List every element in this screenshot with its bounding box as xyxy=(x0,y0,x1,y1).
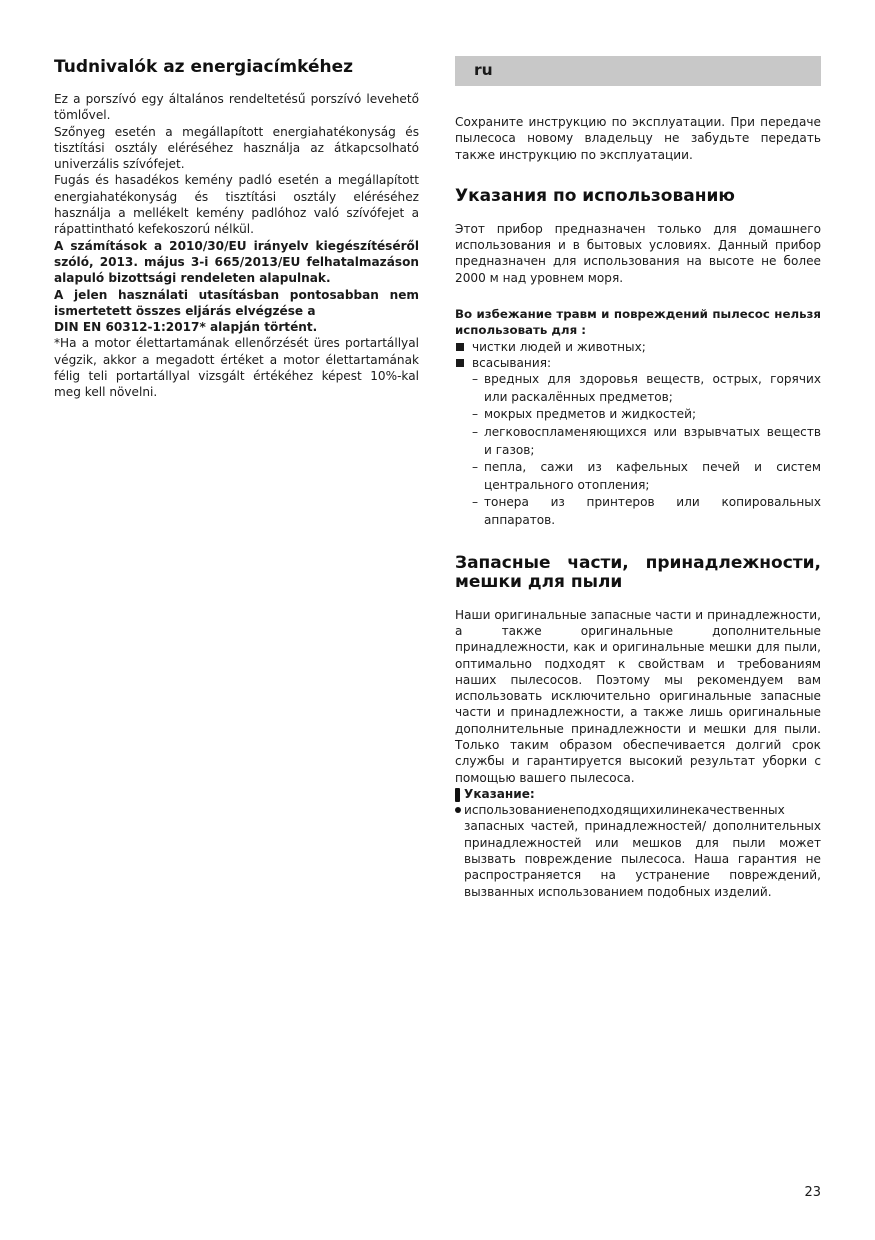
hu-regulation-note: A számítások a 2010/30/EU irányelv kiegészítéséről szóló, 2013. május 3-i 665/2013/EU felhatalmazáson alapuló bizottsági rendeleten alapulnak. xyxy=(54,238,419,286)
note-text: использованиенеподходящихилинекачественных запасных частей, принадлежностей/ дополнительных принадлежностей или мешков для пыли может вызвать повреждение пылесоса. Наша гарантия не распространяется на устранение повреждений, вызванных использованием подобных изделий. xyxy=(464,803,821,899)
suction-sublist xyxy=(455,371,821,529)
hu-paragraph-1: Ez a porszívó egy általános rendeltetésű porszívó levehető tömlővel. xyxy=(54,92,419,123)
energy-label-heading: Tudnivalók az energiacímkéhez xyxy=(54,57,354,77)
language-bar xyxy=(455,56,821,86)
note-block xyxy=(455,786,821,900)
usage-text: Этот прибор предназначен только для домашнего использования и в бытовых условиях. Данный прибор предназначен для использования на высоте не более 2000 м над уровнем моря. xyxy=(455,221,821,285)
note-body xyxy=(455,802,821,900)
spare-parts-text: Наши оригинальные запасные части и принадлежности, а также оригинальные дополнительные принадлежности, как и оригинальные мешки для пыли, оптимально подходят к свойствам и требованиям наших пылесосов. Поэтому мы рекомендуем вам использовать исключительно оригинальные запасные части и принадлежности, а также лишь оригинальные дополнительные принадлежности и мешки для пыли. Только таким образом обеспечивается долгий срок службы и гарантируется высокий результат уборки с помощью вашего пылесоса. xyxy=(455,607,821,785)
list-item: – вредных для здоровья веществ, острых, горячих или раскалённых предметов; xyxy=(455,371,821,406)
hu-paragraph-2: Szőnyeg esetén a megállapított energiahatékonyság és tisztítási osztály eléréséhez használja az átkapcsolható univerzális szívófejet. xyxy=(54,124,419,172)
hu-footnote: *Ha a motor élettartamának ellenőrzését üres portartállyal végzik, akkor a megadott értéket a motor élettartamának félig teli portartállyal vizsgált értékéhez képest 10%-kal meg kell növelni. xyxy=(54,336,419,400)
page-number: 23 xyxy=(804,1185,821,1200)
usage-bullet-list xyxy=(455,339,821,372)
list-item: – легковоспламеняющихся или взрывчатых веществ и газов; xyxy=(455,424,821,459)
list-item: – тонера из принтеров или копировальных аппаратов. xyxy=(455,494,821,529)
exclamation-icon xyxy=(455,788,460,802)
note-heading xyxy=(455,786,821,802)
usage-warning: Во избежание травм и повреждений пылесос нельзя использовать для : xyxy=(455,307,821,338)
list-item: – пепла, сажи из кафельных печей и систем центрального отопления; xyxy=(455,459,821,494)
hu-paragraph-3: Fugás és hasadékos kemény padló esetén a megállapított energiahatékonyság és tisztítási osztály eléréséhez használja a mellékelt kemény padlóhoz való szívófejet a rápattintható kefekoszorú nélkül. xyxy=(54,173,419,237)
note-label: Указание: xyxy=(464,786,535,801)
bullet-dot-icon xyxy=(455,807,461,813)
language-code: ru xyxy=(474,61,493,79)
hu-standard-note: DIN EN 60312-1:2017* alapján történt. xyxy=(54,320,318,335)
ru-intro: Сохраните инструкцию по эксплуатации. При передаче пылесоса новому владельцу не забудьте передать также инструкцию по эксплуатации. xyxy=(455,115,821,162)
spare-parts-heading: Запасные части, принадлежности, мешки для пыли xyxy=(455,552,821,592)
list-item: чистки людей и животных; xyxy=(455,339,821,355)
usage-heading: Указания по использованию xyxy=(455,185,735,206)
list-item: – мокрых предметов и жидкостей; xyxy=(455,406,821,424)
russian-column xyxy=(455,56,821,900)
list-item: всасывания: xyxy=(455,355,821,371)
hungarian-column xyxy=(54,56,419,401)
hu-procedure-note: A jelen használati utasításban pontosabban nem ismertetett összes eljárás elvégzése a xyxy=(54,287,419,318)
